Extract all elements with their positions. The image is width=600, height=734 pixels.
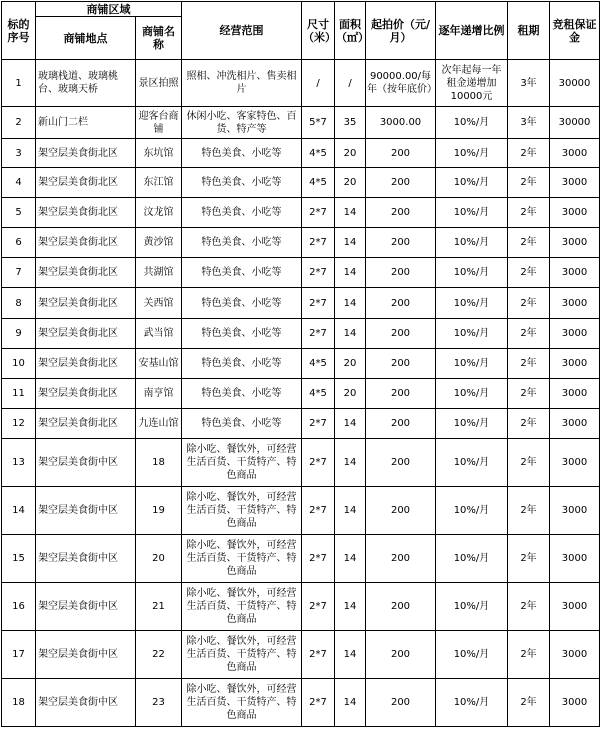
cell-increase: 10%/月 <box>436 288 508 319</box>
cell-start-price: 200 <box>366 379 436 409</box>
cell-location: 架空层美食街北区 <box>36 139 136 168</box>
cell-start-price: 200 <box>366 319 436 349</box>
cell-term: 2年 <box>508 535 550 583</box>
table-row <box>2 349 600 379</box>
cell-location: 玻璃栈道、玻璃桃台、玻璃天桥 <box>36 60 136 107</box>
cell-term: 2年 <box>508 288 550 319</box>
cell-size: 2*7 <box>302 439 335 487</box>
cell-increase: 10%/月 <box>436 679 508 727</box>
cell-location: 架空层美食街中区 <box>36 439 136 487</box>
table-row <box>2 228 600 258</box>
cell-shop-name: 19 <box>136 487 182 535</box>
cell-scope: 特色美食、小吃等 <box>182 168 302 198</box>
cell-no: 6 <box>2 228 36 258</box>
cell-deposit: 3000 <box>550 631 600 679</box>
cell-increase: 10%/月 <box>436 228 508 258</box>
cell-term: 2年 <box>508 379 550 409</box>
cell-shop-name: 共湖馆 <box>136 258 182 288</box>
cell-start-price: 200 <box>366 409 436 439</box>
cell-no: 11 <box>2 379 36 409</box>
cell-size: 5*7 <box>302 107 335 139</box>
cell-start-price: 200 <box>366 583 436 631</box>
cell-shop-name: 20 <box>136 535 182 583</box>
cell-location: 架空层美食街中区 <box>36 679 136 727</box>
header-shop-name: 商铺名称 <box>136 17 182 60</box>
cell-scope: 休闲小吃、客家特色、百货、特产等 <box>182 107 302 139</box>
cell-term: 2年 <box>508 439 550 487</box>
cell-deposit: 3000 <box>550 228 600 258</box>
cell-deposit: 3000 <box>550 198 600 228</box>
cell-location: 架空层美食街北区 <box>36 379 136 409</box>
cell-scope: 特色美食、小吃等 <box>182 258 302 288</box>
cell-size: 2*7 <box>302 319 335 349</box>
cell-start-price: 200 <box>366 168 436 198</box>
cell-shop-name: 黄沙馆 <box>136 228 182 258</box>
cell-shop-name: 22 <box>136 631 182 679</box>
table-row <box>2 139 600 168</box>
cell-term: 2年 <box>508 631 550 679</box>
cell-location: 新山门二栏 <box>36 107 136 139</box>
cell-location: 架空层美食街中区 <box>36 487 136 535</box>
header-region: 商铺区域 <box>36 2 182 17</box>
cell-no: 8 <box>2 288 36 319</box>
cell-shop-name: 南亨馆 <box>136 379 182 409</box>
cell-no: 1 <box>2 60 36 107</box>
cell-size: 2*7 <box>302 535 335 583</box>
cell-term: 2年 <box>508 349 550 379</box>
cell-increase: 10%/月 <box>436 349 508 379</box>
header-no: 标的序号 <box>2 2 36 60</box>
cell-size: 2*7 <box>302 258 335 288</box>
table-row <box>2 439 600 487</box>
cell-scope: 除小吃、餐饮外，可经营生活百货、干货特产、特色商品 <box>182 535 302 583</box>
cell-start-price: 200 <box>366 487 436 535</box>
cell-area: 14 <box>335 535 366 583</box>
table-row <box>2 319 600 349</box>
header-term: 租期 <box>508 2 550 60</box>
cell-area: 14 <box>335 631 366 679</box>
cell-shop-name: 东江馆 <box>136 168 182 198</box>
cell-location: 架空层美食街北区 <box>36 319 136 349</box>
cell-size: 4*5 <box>302 349 335 379</box>
cell-size: 2*7 <box>302 679 335 727</box>
cell-increase: 次年起每一年租金递增加10000元 <box>436 60 508 107</box>
cell-no: 7 <box>2 258 36 288</box>
cell-scope: 特色美食、小吃等 <box>182 319 302 349</box>
header-size: 尺寸（米） <box>302 2 335 60</box>
header-increase: 逐年递增比例 <box>436 2 508 60</box>
cell-deposit: 3000 <box>550 319 600 349</box>
cell-area: 14 <box>335 258 366 288</box>
cell-increase: 10%/月 <box>436 139 508 168</box>
cell-start-price: 3000.00 <box>366 107 436 139</box>
cell-area: 14 <box>335 439 366 487</box>
cell-area: 14 <box>335 288 366 319</box>
cell-shop-name: 武当馆 <box>136 319 182 349</box>
table-row <box>2 168 600 198</box>
cell-term: 2年 <box>508 679 550 727</box>
cell-start-price: 200 <box>366 258 436 288</box>
table-row <box>2 631 600 679</box>
cell-size: / <box>302 60 335 107</box>
cell-location: 架空层美食街中区 <box>36 583 136 631</box>
cell-shop-name: 21 <box>136 583 182 631</box>
cell-deposit: 3000 <box>550 487 600 535</box>
cell-term: 2年 <box>508 487 550 535</box>
cell-location: 架空层美食街中区 <box>36 535 136 583</box>
cell-deposit: 3000 <box>550 288 600 319</box>
cell-size: 2*7 <box>302 288 335 319</box>
cell-term: 2年 <box>508 319 550 349</box>
cell-shop-name: 迎客台商铺 <box>136 107 182 139</box>
cell-size: 2*7 <box>302 583 335 631</box>
cell-shop-name: 汶龙馆 <box>136 198 182 228</box>
cell-start-price: 200 <box>366 631 436 679</box>
table-row <box>2 258 600 288</box>
cell-size: 2*7 <box>302 487 335 535</box>
cell-increase: 10%/月 <box>436 535 508 583</box>
cell-start-price: 200 <box>366 139 436 168</box>
cell-deposit: 3000 <box>550 349 600 379</box>
cell-area: / <box>335 60 366 107</box>
cell-location: 架空层美食街北区 <box>36 228 136 258</box>
cell-size: 4*5 <box>302 379 335 409</box>
cell-deposit: 3000 <box>550 535 600 583</box>
cell-increase: 10%/月 <box>436 487 508 535</box>
cell-location: 架空层美食街北区 <box>36 198 136 228</box>
cell-increase: 10%/月 <box>436 168 508 198</box>
cell-size: 4*5 <box>302 168 335 198</box>
cell-start-price: 200 <box>366 679 436 727</box>
cell-term: 2年 <box>508 198 550 228</box>
cell-size: 2*7 <box>302 409 335 439</box>
cell-scope: 特色美食、小吃等 <box>182 198 302 228</box>
cell-no: 12 <box>2 409 36 439</box>
cell-start-price: 200 <box>366 439 436 487</box>
cell-start-price: 200 <box>366 349 436 379</box>
cell-term: 2年 <box>508 168 550 198</box>
cell-scope: 特色美食、小吃等 <box>182 379 302 409</box>
cell-deposit: 3000 <box>550 583 600 631</box>
cell-area: 20 <box>335 139 366 168</box>
cell-area: 14 <box>335 679 366 727</box>
cell-shop-name: 东坑馆 <box>136 139 182 168</box>
cell-deposit: 3000 <box>550 679 600 727</box>
cell-increase: 10%/月 <box>436 379 508 409</box>
cell-term: 2年 <box>508 139 550 168</box>
cell-no: 14 <box>2 487 36 535</box>
table-row <box>2 107 600 139</box>
cell-start-price: 90000.00/每年（按年底价） <box>366 60 436 107</box>
cell-scope: 特色美食、小吃等 <box>182 288 302 319</box>
cell-no: 15 <box>2 535 36 583</box>
cell-shop-name: 18 <box>136 439 182 487</box>
table-row <box>2 535 600 583</box>
cell-term: 2年 <box>508 583 550 631</box>
table-row <box>2 198 600 228</box>
cell-location: 架空层美食街北区 <box>36 168 136 198</box>
cell-no: 13 <box>2 439 36 487</box>
table-row <box>2 379 600 409</box>
cell-increase: 10%/月 <box>436 439 508 487</box>
cell-area: 14 <box>335 198 366 228</box>
cell-no: 3 <box>2 139 36 168</box>
cell-no: 10 <box>2 349 36 379</box>
cell-shop-name: 九连山馆 <box>136 409 182 439</box>
header-area: 面积（㎡） <box>335 2 366 60</box>
cell-size: 2*7 <box>302 631 335 679</box>
cell-deposit: 3000 <box>550 409 600 439</box>
table-row <box>2 288 600 319</box>
cell-size: 4*5 <box>302 139 335 168</box>
cell-increase: 10%/月 <box>436 631 508 679</box>
cell-scope: 特色美食、小吃等 <box>182 409 302 439</box>
cell-start-price: 200 <box>366 535 436 583</box>
table-row <box>2 679 600 727</box>
cell-start-price: 200 <box>366 288 436 319</box>
cell-location: 架空层美食街北区 <box>36 409 136 439</box>
cell-area: 14 <box>335 319 366 349</box>
cell-area: 14 <box>335 583 366 631</box>
cell-no: 2 <box>2 107 36 139</box>
cell-scope: 特色美食、小吃等 <box>182 349 302 379</box>
cell-increase: 10%/月 <box>436 319 508 349</box>
cell-term: 2年 <box>508 258 550 288</box>
cell-increase: 10%/月 <box>436 107 508 139</box>
table-row <box>2 487 600 535</box>
cell-location: 架空层美食街北区 <box>36 349 136 379</box>
header-location: 商铺地点 <box>36 17 136 60</box>
cell-no: 9 <box>2 319 36 349</box>
cell-area: 14 <box>335 487 366 535</box>
cell-increase: 10%/月 <box>436 258 508 288</box>
cell-location: 架空层美食街北区 <box>36 258 136 288</box>
cell-increase: 10%/月 <box>436 583 508 631</box>
cell-scope: 除小吃、餐饮外，可经营生活百货、干货特产、特色商品 <box>182 487 302 535</box>
cell-increase: 10%/月 <box>436 198 508 228</box>
cell-deposit: 30000 <box>550 107 600 139</box>
cell-location: 架空层美食街北区 <box>36 288 136 319</box>
cell-location: 架空层美食街中区 <box>36 631 136 679</box>
cell-scope: 除小吃、餐饮外，可经营生活百货、干货特产、特色商品 <box>182 631 302 679</box>
cell-area: 14 <box>335 409 366 439</box>
cell-term: 3年 <box>508 60 550 107</box>
cell-size: 2*7 <box>302 228 335 258</box>
cell-no: 4 <box>2 168 36 198</box>
cell-deposit: 3000 <box>550 258 600 288</box>
header-start-price: 起拍价（元/月） <box>366 2 436 60</box>
table-row <box>2 60 600 107</box>
cell-no: 17 <box>2 631 36 679</box>
header-scope: 经营范围 <box>182 2 302 60</box>
cell-scope: 特色美食、小吃等 <box>182 228 302 258</box>
cell-no: 18 <box>2 679 36 727</box>
cell-scope: 特色美食、小吃等 <box>182 139 302 168</box>
header-deposit: 竞租保证金 <box>550 2 600 60</box>
cell-term: 2年 <box>508 228 550 258</box>
cell-deposit: 30000 <box>550 60 600 107</box>
cell-start-price: 200 <box>366 198 436 228</box>
cell-deposit: 3000 <box>550 379 600 409</box>
cell-no: 16 <box>2 583 36 631</box>
cell-size: 2*7 <box>302 198 335 228</box>
cell-deposit: 3000 <box>550 168 600 198</box>
cell-shop-name: 关西馆 <box>136 288 182 319</box>
cell-increase: 10%/月 <box>436 409 508 439</box>
cell-shop-name: 安基山馆 <box>136 349 182 379</box>
cell-area: 20 <box>335 349 366 379</box>
cell-start-price: 200 <box>366 228 436 258</box>
cell-shop-name: 景区拍照 <box>136 60 182 107</box>
table-row <box>2 409 600 439</box>
shop-lease-table <box>1 1 600 727</box>
cell-shop-name: 23 <box>136 679 182 727</box>
cell-term: 3年 <box>508 107 550 139</box>
cell-area: 14 <box>335 228 366 258</box>
cell-term: 2年 <box>508 409 550 439</box>
cell-scope: 除小吃、餐饮外，可经营生活百货、干货特产、特色商品 <box>182 439 302 487</box>
cell-deposit: 3000 <box>550 439 600 487</box>
cell-scope: 除小吃、餐饮外，可经营生活百货、干货特产、特色商品 <box>182 583 302 631</box>
cell-scope: 照相、冲洗相片、售卖相片 <box>182 60 302 107</box>
cell-scope: 除小吃、餐饮外，可经营生活百货、干货特产、特色商品 <box>182 679 302 727</box>
table-row <box>2 583 600 631</box>
cell-deposit: 3000 <box>550 139 600 168</box>
cell-area: 35 <box>335 107 366 139</box>
cell-area: 20 <box>335 379 366 409</box>
cell-area: 20 <box>335 168 366 198</box>
cell-no: 5 <box>2 198 36 228</box>
